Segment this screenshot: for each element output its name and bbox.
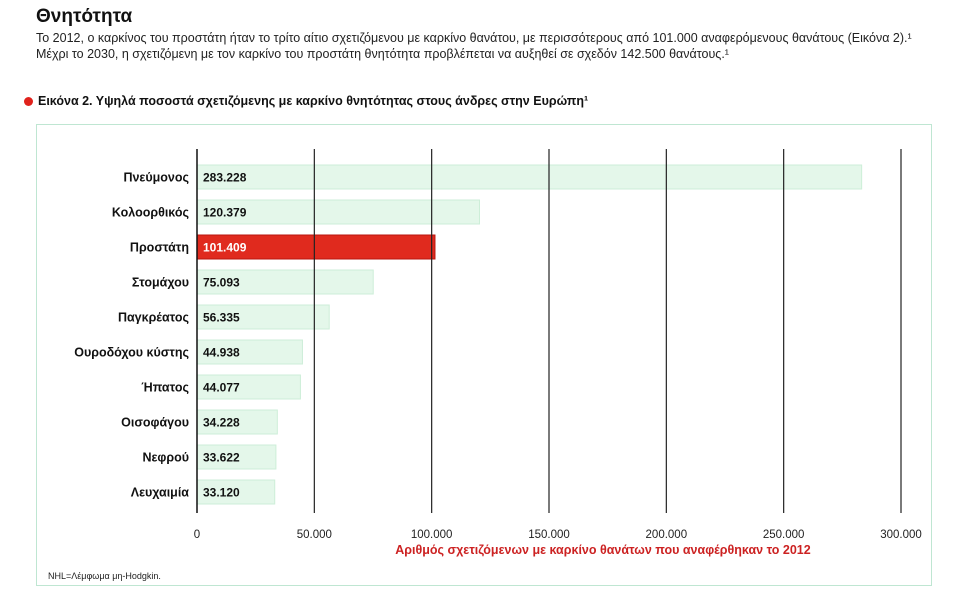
figure-caption <box>24 94 588 108</box>
value-label-7: 34.228 <box>203 415 240 430</box>
bar-0 <box>197 165 862 189</box>
category-label-9: Λευχαιμία <box>130 485 189 500</box>
section-paragraph: Το 2012, ο καρκίνος του προστάτη ήταν το τρίτο αίτιο σχετιζόμενου με καρκίνο θανάτου, με περισσότερους από 101.000 αναφερόμενους θανάτους (Εικόνα 2).¹ Μέχρι το 2030, η σχετιζόμενη με τον καρκίνο του προστάτη θνητότητα προβλέπεται να αυξηθεί σε σχεδόν 142.500 θανάτους.¹ <box>36 31 912 61</box>
section-heading: Θνητότητα <box>36 6 133 27</box>
value-label-0: 283.228 <box>203 170 247 185</box>
category-label-5: Ουροδόχου κύστης <box>74 345 189 360</box>
value-label-1: 120.379 <box>203 205 247 220</box>
x-tick-label-1: 50.000 <box>296 529 332 541</box>
category-label-2: Προστάτη <box>129 240 189 255</box>
x-axis-title: Αριθμός σχετιζόμενων με καρκίνο θανάτων που αναφέρθηκαν το 2012 <box>395 543 811 557</box>
x-tick-label-6: 300.000 <box>880 529 922 541</box>
category-label-6: Ήπατος <box>141 380 189 395</box>
value-label-8: 33.622 <box>203 450 240 465</box>
value-label-6: 44.077 <box>203 380 240 395</box>
category-label-4: Παγκρέατος <box>117 310 189 325</box>
red-bullet-icon <box>24 97 33 106</box>
x-tick-label-5: 250.000 <box>762 529 805 541</box>
value-label-2: 101.409 <box>203 240 247 255</box>
footnote: NHL=Λέμφωμα μη-Hodgkin. <box>48 571 161 581</box>
figure-title: Εικόνα 2. Υψηλά ποσοστά σχετιζόμενης με καρκίνο θνητότητας στους άνδρες στην Ευρώπη¹ <box>38 94 589 108</box>
bar-chart <box>37 125 931 585</box>
value-label-3: 75.093 <box>203 275 240 290</box>
value-label-4: 56.335 <box>203 310 240 325</box>
chart-panel <box>36 124 932 586</box>
category-label-7: Οισοφάγου <box>121 415 189 430</box>
x-tick-label-4: 200.000 <box>645 529 688 541</box>
value-label-9: 33.120 <box>203 485 240 500</box>
x-tick-label-3: 150.000 <box>528 529 570 541</box>
x-tick-label-0: 0 <box>193 529 201 541</box>
x-tick-label-2: 100.000 <box>410 529 453 541</box>
category-label-0: Πνεύμονος <box>123 170 189 185</box>
category-label-1: Κολοορθικός <box>111 205 189 220</box>
value-label-5: 44.938 <box>203 345 240 360</box>
category-label-8: Νεφρού <box>142 450 189 465</box>
category-label-3: Στομάχου <box>131 275 189 290</box>
